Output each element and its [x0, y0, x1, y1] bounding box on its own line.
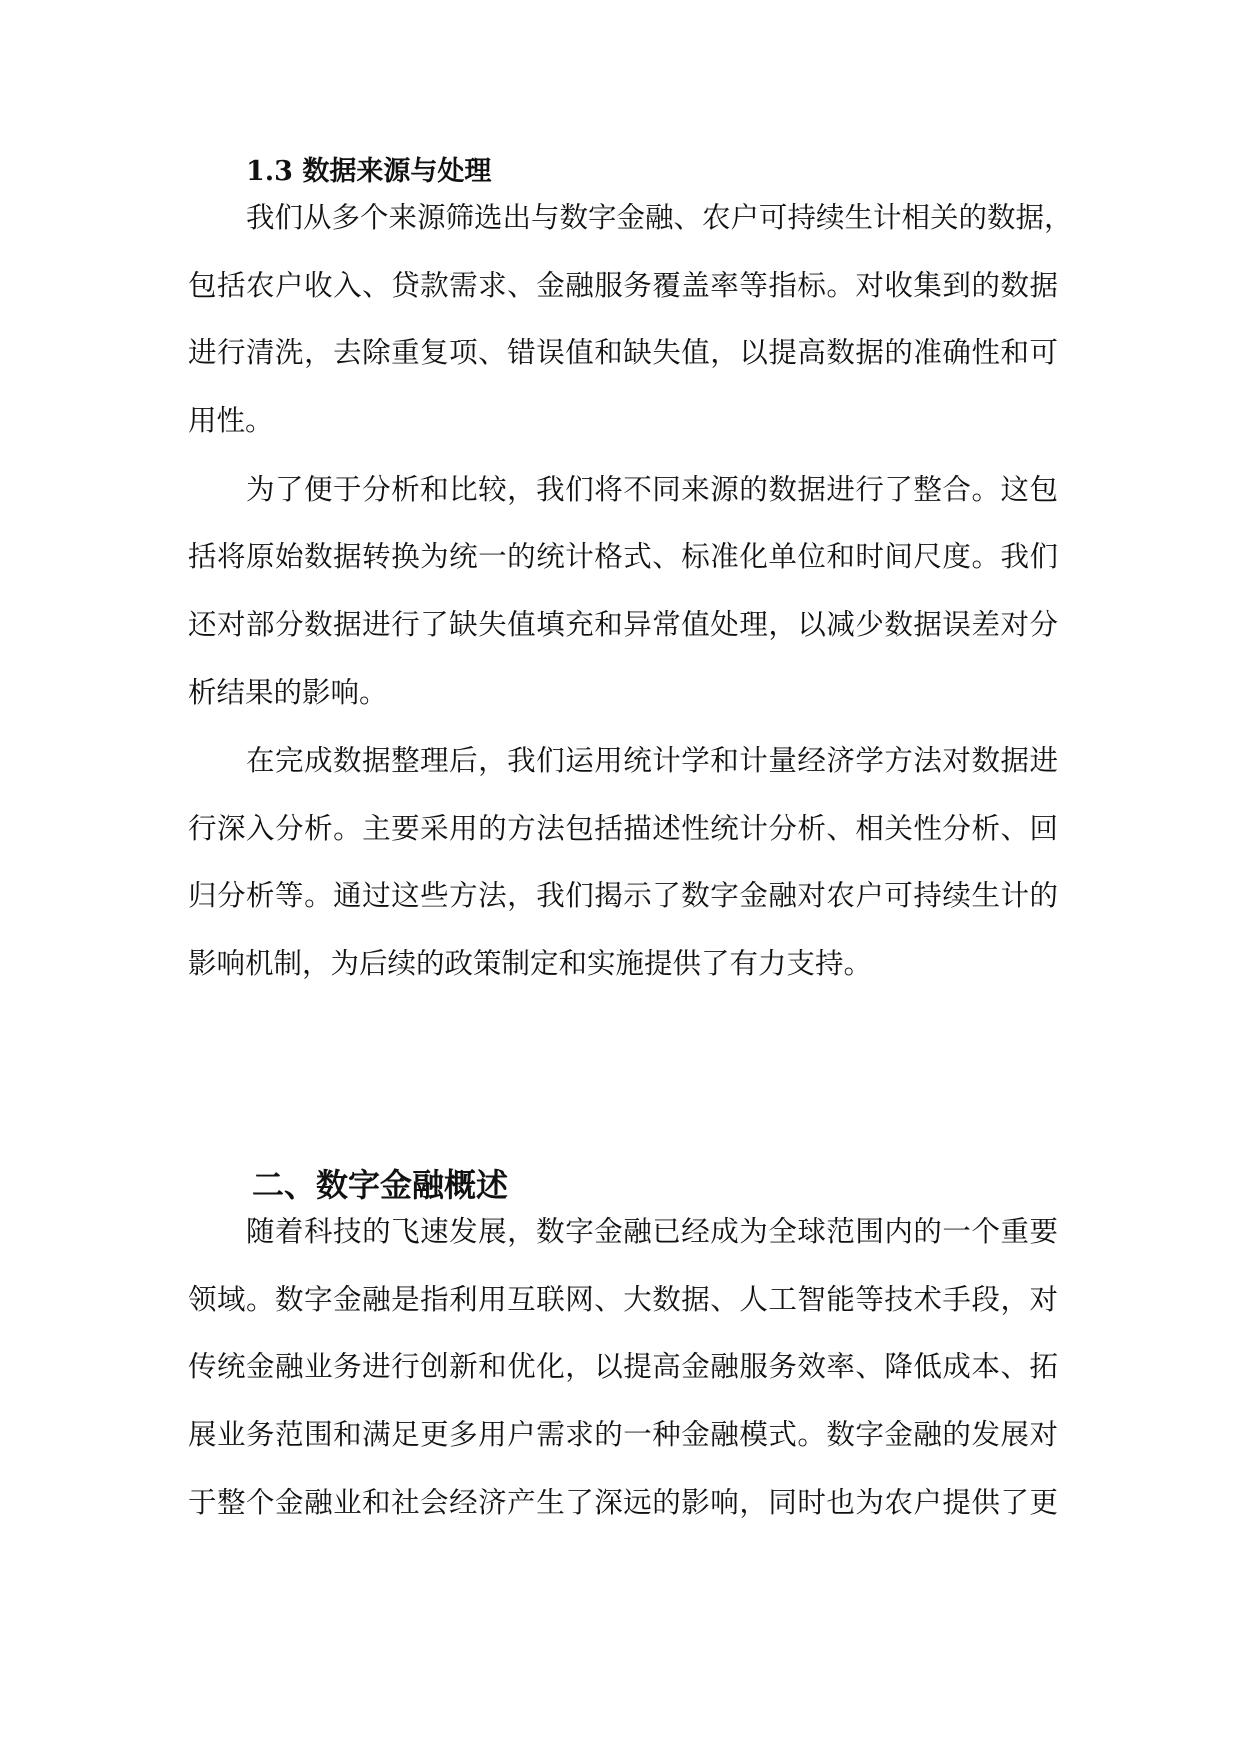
paragraph-1-line-3: 进行清洗，去除重复项、错误值和缺失值，以提高数据的准确性和可 [188, 336, 1058, 369]
paragraph-3-line-1: 在完成数据整理后，我们运用统计学和计量经济学方法对数据进 [246, 744, 1058, 777]
chapter-paragraph-line-3: 传统金融业务进行创新和优化，以提高金融服务效率、降低成本、拓 [188, 1350, 1058, 1383]
section-heading: 1.3 数据来源与处理 [246, 156, 492, 187]
paragraph-1-line-4: 用性。 [188, 404, 274, 437]
paragraph-2-line-4: 析结果的影响。 [188, 676, 388, 709]
paragraph-3-line-4: 影响机制，为后续的政策制定和实施提供了有力支持。 [188, 947, 873, 980]
chapter-paragraph-line-4: 展业务范围和满足更多用户需求的一种金融模式。数字金融的发展对 [188, 1418, 1058, 1451]
paragraph-2-line-2: 括将原始数据转换为统一的统计格式、标准化单位和时间尺度。我们 [188, 540, 1058, 573]
paragraph-1-line-2: 包括农户收入、贷款需求、金融服务覆盖率等指标。对收集到的数据 [188, 269, 1058, 302]
paragraph-2-line-3: 还对部分数据进行了缺失值填充和异常值处理，以减少数据误差对分 [188, 608, 1058, 641]
paragraph-2-line-1: 为了便于分析和比较，我们将不同来源的数据进行了整合。这包 [246, 473, 1058, 506]
paragraph-3-line-2: 行深入分析。主要采用的方法包括描述性统计分析、相关性分析、回 [188, 812, 1058, 845]
chapter-paragraph-line-1: 随着科技的飞速发展，数字金融已经成为全球范围内的一个重要 [246, 1215, 1058, 1248]
chapter-paragraph-line-2: 领域。数字金融是指利用互联网、大数据、人工智能等技术手段，对 [188, 1283, 1058, 1316]
chapter-paragraph-line-5: 于整个金融业和社会经济产生了深远的影响，同时也为农户提供了更 [188, 1486, 1058, 1519]
chapter-heading: 二、数字金融概述 [252, 1166, 509, 1204]
paragraph-1-line-1: 我们从多个来源筛选出与数字金融、农户可持续生计相关的数据， [246, 201, 1073, 234]
paragraph-3-line-3: 归分析等。通过这些方法，我们揭示了数字金融对农户可持续生计的 [188, 879, 1058, 912]
